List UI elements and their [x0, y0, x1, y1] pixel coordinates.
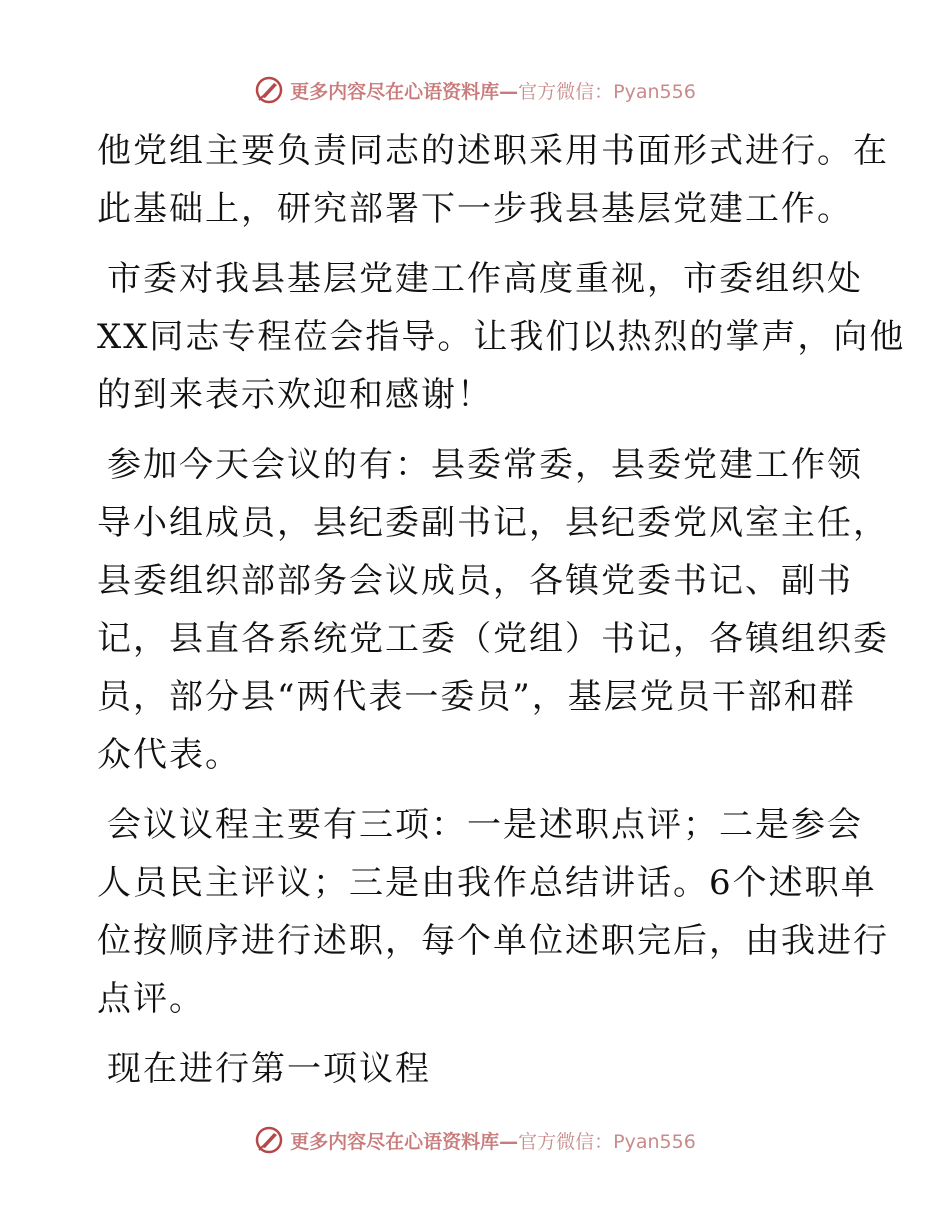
paragraph-1 — [97, 122, 889, 238]
text-line: 位按顺序进行述职，每个单位述职完后，由我进行 — [97, 921, 889, 961]
paragraph-3 — [97, 436, 889, 784]
document-body — [97, 122, 906, 1110]
text-line: XX同志专程莅会指导。让我们以热烈的掌声，向他 — [97, 317, 906, 357]
header-banner-text: 更多内容尽在心语资料库—官方微信：Pyan556 — [290, 80, 696, 103]
text-line: 导小组成员，县纪委副书记，县纪委党风室主任， — [97, 503, 889, 543]
paragraph-2 — [97, 250, 906, 424]
text-line: 市委对我县基层党建工作高度重视，市委组织处 — [107, 259, 863, 299]
text-line: 点评。 — [97, 979, 205, 1019]
text-line: 人员民主评议；三是由我作总结讲话。6个述职单 — [97, 863, 877, 903]
text-line: 的到来表示欢迎和感谢！ — [97, 375, 493, 415]
text-line: 参加今天会议的有：县委常委，县委党建工作领 — [107, 445, 863, 485]
text-line: 现在进行第一项议程 — [107, 1049, 431, 1089]
footer-banner — [0, 1120, 950, 1160]
text-line: 此基础上，研究部署下一步我县基层党建工作。 — [97, 189, 853, 229]
text-line: 他党组主要负责同志的述职采用书面形式进行。在 — [97, 131, 889, 171]
footer-banner-text: 更多内容尽在心语资料库—官方微信：Pyan556 — [290, 1130, 696, 1153]
text-line: 员，部分县“两代表一委员”，基层党员干部和群 — [97, 677, 856, 717]
paragraph-4 — [97, 796, 889, 1028]
quill-seal-icon — [254, 1125, 284, 1155]
paragraph-5 — [97, 1040, 857, 1098]
quill-seal-icon — [254, 75, 284, 105]
header-banner — [0, 70, 950, 110]
text-line: 会议议程主要有三项：一是述职点评；二是参会 — [107, 805, 863, 845]
text-line: 众代表。 — [97, 735, 241, 775]
text-line: 记，县直各系统党工委（党组）书记，各镇组织委 — [97, 619, 889, 659]
text-line: 县委组织部部务会议成员，各镇党委书记、副书 — [97, 561, 853, 601]
